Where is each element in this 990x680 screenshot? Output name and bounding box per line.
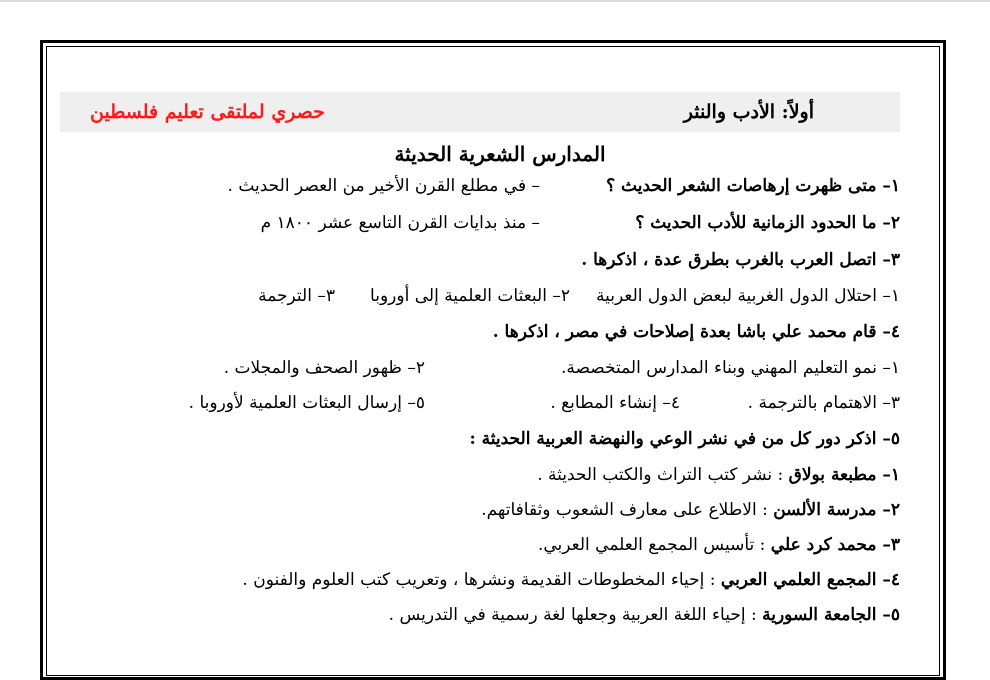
section-title: أولاً: الأدب والنثر bbox=[683, 101, 814, 123]
list-item: ١– نمو التعليم المهني وبناء المدارس المتخصصة. bbox=[561, 358, 900, 378]
question-row-2 bbox=[60, 205, 900, 242]
item-desc: : تأسيس المجمع العلمي العربي. bbox=[537, 535, 771, 555]
list-item bbox=[60, 598, 900, 633]
question-4-text: ٤– قام محمد علي باشا بعدة إصلاحات في مصر ، اذكرها . bbox=[492, 322, 900, 342]
item-desc: : إحياء المخطوطات القديمة ونشرها ، وتعريب كتب العلوم والفنون . bbox=[242, 570, 721, 590]
question-2-answer: – منذ بدايات القرن التاسع عشر ١٨٠٠ م bbox=[260, 213, 540, 233]
question-row-5 bbox=[60, 421, 900, 458]
exclusive-label: حصري لملتقى تعليم فلسطين bbox=[90, 101, 325, 123]
item-desc: : الاطلاع على معارف الشعوب وثقافاتهم. bbox=[481, 500, 774, 520]
question-5-text: ٥– اذكر دور كل من في نشر الوعي والنهضة العربية الحديثة : bbox=[469, 429, 900, 449]
list-item bbox=[60, 493, 900, 528]
question-4-items-a bbox=[60, 351, 900, 386]
list-item: ٣– الترجمة bbox=[258, 286, 335, 306]
item-term: ٢– مدرسة الألسن bbox=[773, 500, 900, 520]
list-item: ٢– ظهور الصحف والمجلات . bbox=[223, 358, 425, 378]
header-band bbox=[60, 92, 900, 132]
question-1-text: ١– متى ظهرت إرهاصات الشعر الحديث ؟ bbox=[606, 176, 900, 196]
item-desc: : إحياء اللغة العربية وجعلها لغة رسمية في التدريس . bbox=[388, 605, 763, 625]
question-row-4 bbox=[60, 314, 900, 351]
item-term: ٤– المجمع العلمي العربي bbox=[720, 570, 900, 590]
page-subtitle: المدارس الشعرية الحديثة bbox=[394, 142, 606, 166]
item-term: ١– مطبعة بولاق bbox=[788, 465, 900, 485]
top-divider bbox=[0, 0, 990, 2]
list-item: ١– احتلال الدول الغربية لبعض الدول العربية bbox=[596, 286, 900, 306]
item-term: ٣– محمد كرد علي bbox=[770, 535, 900, 555]
question-4-items-b bbox=[60, 386, 900, 421]
question-row-3 bbox=[60, 242, 900, 279]
document-content bbox=[60, 92, 900, 633]
question-2-text: ٢– ما الحدود الزمانية للأدب الحديث ؟ bbox=[635, 213, 900, 233]
list-item: ٥– إرسال البعثات العلمية لأوروبا . bbox=[188, 393, 425, 413]
item-term: ٥– الجامعة السورية bbox=[762, 605, 900, 625]
list-item bbox=[60, 458, 900, 493]
list-item: ٤– إنشاء المطابع . bbox=[550, 393, 680, 413]
list-item: ٣– الاهتمام بالترجمة . bbox=[747, 393, 900, 413]
item-desc: : نشر كتب التراث والكتب الحديثة . bbox=[537, 465, 789, 485]
question-3-text: ٣– اتصل العرب بالغرب بطرق عدة ، اذكرها . bbox=[581, 250, 900, 270]
list-item: ٢– البعثات العلمية إلى أوروبا bbox=[370, 286, 570, 306]
question-3-items bbox=[60, 279, 900, 314]
question-row-1 bbox=[60, 168, 900, 205]
question-1-answer: – في مطلع القرن الأخير من العصر الحديث . bbox=[227, 176, 540, 196]
list-item bbox=[60, 528, 900, 563]
list-item bbox=[60, 563, 900, 598]
